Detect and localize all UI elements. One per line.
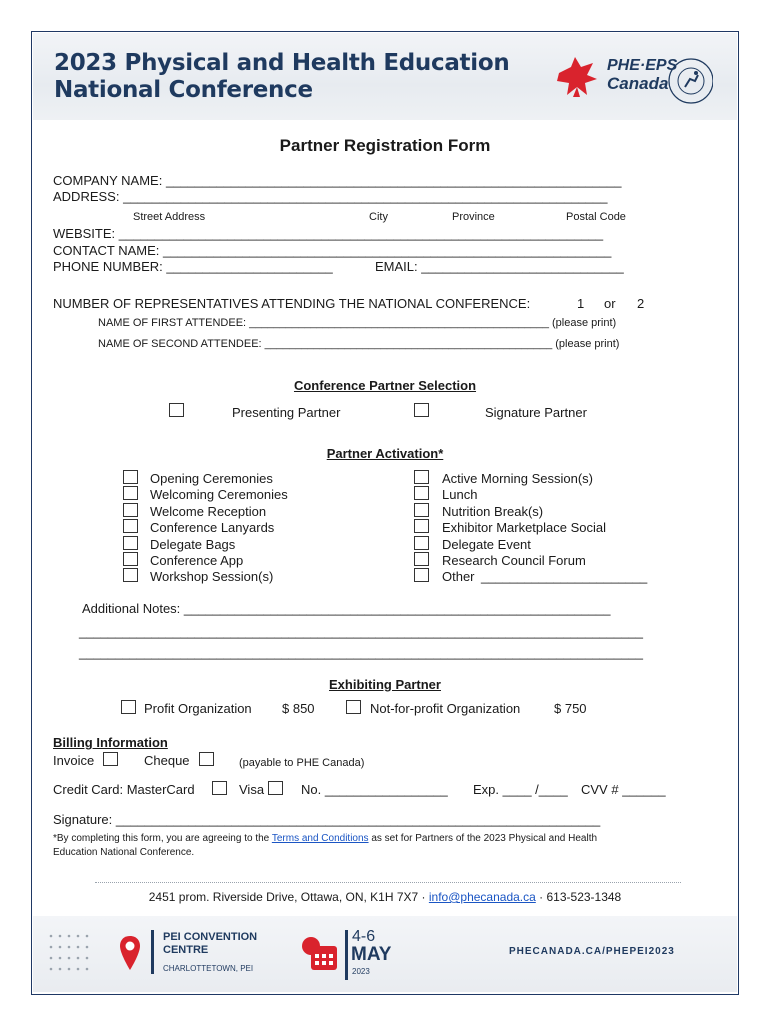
contact-name-label: CONTACT NAME:: [53, 243, 160, 258]
signature-label: Signature:: [53, 812, 113, 827]
cheque-checkbox[interactable]: [199, 752, 214, 766]
activation-left-label-2: Welcoming Ceremonies: [150, 487, 288, 503]
sep-2: ·: [539, 890, 544, 904]
conference-title: [54, 50, 509, 104]
additional-notes-label: Additional Notes:: [82, 601, 181, 616]
activation-right-checkbox-1[interactable]: [414, 470, 429, 484]
activation-right-label-7: Other: [442, 569, 475, 585]
logo-line-2: Canada: [607, 74, 669, 93]
activation-right-label-5: Delegate Event: [442, 536, 531, 552]
reps-option-1[interactable]: 1: [577, 296, 585, 311]
website-label: WEBSITE:: [53, 226, 116, 241]
presenting-partner-label: Presenting Partner: [232, 405, 341, 420]
venue-line-1: PEI CONVENTION: [163, 931, 258, 943]
activation-right-label-6: Research Council Forum: [442, 553, 586, 568]
dot-grid-icon: [47, 930, 97, 980]
payable-note: (payable to PHE Canada): [239, 757, 365, 769]
street-caption: Street Address: [133, 211, 206, 223]
company-name-row[interactable]: COMPANY NAME: _______________________________________________________________: [53, 173, 622, 188]
contact-phone: 613-523-1348: [546, 890, 622, 904]
location-pin-icon: [118, 934, 142, 974]
activation-right-checkbox-4[interactable]: [414, 519, 429, 533]
activation-right-checkbox-5[interactable]: [414, 536, 429, 550]
partner-activation-heading: Partner Activation*: [326, 446, 444, 461]
reps-or: or: [604, 296, 616, 311]
notes-line-3[interactable]: ______________________________________________________________________________: [79, 645, 643, 660]
presenting-partner-checkbox[interactable]: [169, 403, 184, 417]
first-attendee-row[interactable]: NAME OF FIRST ATTENDEE: _________________________________________________ (please print): [98, 317, 617, 329]
cvv-row[interactable]: CVV # ______: [581, 782, 666, 797]
nonprofit-org-label: Not-for-profit Organization: [370, 701, 521, 716]
address-row[interactable]: ADDRESS: ___________________________________________________________________: [53, 189, 608, 204]
terms-suffix: as set for Partners of the 2023 Physical and Health: [371, 833, 598, 844]
venue-divider: [151, 930, 154, 974]
date-month: MAY: [351, 944, 392, 965]
title-line-2: National Conference: [54, 77, 313, 103]
please-print-2: (please print): [555, 338, 620, 350]
signature-partner-label: Signature Partner: [485, 405, 587, 420]
contact-address: 2451 prom. Riverside Drive, Ottawa, ON, K1H 7X7: [148, 890, 419, 904]
mastercard-checkbox[interactable]: [212, 781, 227, 795]
activation-left-checkbox-6[interactable]: [123, 552, 138, 566]
terms-line-2: Education National Conference.: [53, 847, 195, 858]
date-divider: [345, 930, 348, 980]
phone-label: PHONE NUMBER:: [53, 259, 163, 274]
partner-selection-heading: Conference Partner Selection: [293, 378, 477, 393]
activation-right-label-2: Lunch: [442, 487, 478, 503]
contact-line: [0, 889, 770, 905]
terms-link[interactable]: Terms and Conditions: [271, 833, 369, 844]
activation-left-label-7: Workshop Session(s): [150, 569, 274, 585]
activation-right-label-3: Nutrition Break(s): [442, 503, 544, 519]
signature-row[interactable]: Signature: ___________________________________________________________________: [53, 812, 601, 827]
phone-row[interactable]: PHONE NUMBER: _______________________: [53, 259, 333, 274]
terms-prefix: *By completing this form, you are agreeing to the: [53, 833, 270, 844]
activation-left-label-6: Conference App: [150, 553, 244, 568]
city-caption: City: [369, 211, 388, 223]
date-range: 4-6: [352, 928, 376, 945]
email-label: EMAIL:: [375, 259, 418, 274]
activation-right-label-4: Exhibitor Marketplace Social: [442, 520, 607, 536]
phe-canada-logo: [553, 51, 713, 109]
activation-left-checkbox-5[interactable]: [123, 536, 138, 550]
second-attendee-label: NAME OF SECOND ATTENDEE:: [98, 338, 262, 350]
expiry-label: Exp.: [473, 782, 500, 797]
notes-line-2[interactable]: ______________________________________________________________________________: [79, 624, 643, 639]
postal-caption: Postal Code: [566, 211, 626, 223]
website-row[interactable]: WEBSITE: ___________________________________________________________________: [53, 226, 604, 241]
please-print-1: (please print): [552, 317, 617, 329]
visa-checkbox[interactable]: [268, 781, 283, 795]
nonprofit-org-checkbox[interactable]: [346, 700, 361, 714]
cheque-label: Cheque: [144, 753, 190, 768]
activation-right-checkbox-7[interactable]: [414, 568, 429, 582]
venue-city: CHARLOTTETOWN, PEI: [163, 964, 254, 973]
other-blank[interactable]: _______________________: [481, 569, 648, 584]
credit-card-label: Credit Card: MasterCard: [53, 782, 195, 797]
activation-left-label-3: Welcome Reception: [150, 503, 267, 519]
date-year: 2023: [352, 967, 370, 976]
province-caption: Province: [452, 211, 495, 223]
divider: [95, 882, 681, 883]
cvv-label: CVV #: [581, 782, 619, 797]
profit-org-price: $ 850: [282, 701, 315, 716]
card-number-row[interactable]: No. _________________: [301, 782, 448, 797]
expiry-row[interactable]: Exp. ____ /____: [473, 782, 568, 797]
footer-url: PHECANADA.CA/PHEPEI2023: [509, 946, 675, 957]
logo-line-1: PHE·EPS: [607, 57, 678, 74]
activation-left-checkbox-3[interactable]: [123, 503, 138, 517]
venue-line-2: CENTRE: [163, 944, 209, 956]
address-label: ADDRESS:: [53, 189, 120, 204]
activation-right-checkbox-2[interactable]: [414, 486, 429, 500]
contact-email-link[interactable]: info@phecanada.ca: [428, 890, 536, 904]
company-name-label: COMPANY NAME:: [53, 173, 163, 188]
activation-right-checkbox-6[interactable]: [414, 552, 429, 566]
email-row[interactable]: EMAIL: ____________________________: [375, 259, 624, 274]
visa-label: Visa: [239, 782, 265, 797]
activation-left-checkbox-7[interactable]: [123, 568, 138, 582]
billing-heading: Billing Information: [53, 735, 168, 750]
activation-left-label-1: Opening Ceremonies: [150, 471, 273, 486]
additional-notes-row[interactable]: Additional Notes: ___________________________________________________________: [82, 601, 611, 616]
representatives-label: NUMBER OF REPRESENTATIVES ATTENDING THE NATIONAL CONFERENCE:: [53, 296, 531, 311]
card-number-label: No.: [301, 782, 322, 797]
profit-org-checkbox[interactable]: [121, 700, 136, 714]
footer-banner: [33, 916, 737, 992]
nonprofit-org-price: $ 750: [554, 701, 587, 716]
activation-left-checkbox-4[interactable]: [123, 519, 138, 533]
invoice-checkbox[interactable]: [103, 752, 118, 766]
reps-option-2[interactable]: 2: [637, 296, 645, 311]
activation-left-label-4: Conference Lanyards: [150, 520, 275, 536]
calendar-icon: [297, 932, 341, 976]
title-line-1: 2023 Physical and Health Education: [54, 50, 510, 76]
sep-1: ·: [421, 890, 426, 904]
first-attendee-label: NAME OF FIRST ATTENDEE:: [98, 317, 247, 329]
activation-left-checkbox-1[interactable]: [123, 470, 138, 484]
logo-wordmark: [607, 57, 677, 93]
terms-line-1: [53, 832, 597, 846]
activation-right-label-1: Active Morning Session(s): [442, 471, 593, 486]
profit-org-label: Profit Organization: [144, 701, 252, 716]
activation-left-label-5: Delegate Bags: [150, 536, 236, 552]
signature-partner-checkbox[interactable]: [414, 403, 429, 417]
activation-left-checkbox-2[interactable]: [123, 486, 138, 500]
contact-name-row[interactable]: CONTACT NAME: ______________________________________________________________: [53, 243, 612, 258]
exhibiting-partner-heading: Exhibiting Partner: [329, 677, 441, 692]
activation-right-checkbox-3[interactable]: [414, 503, 429, 517]
second-attendee-row[interactable]: NAME OF SECOND ATTENDEE: _______________________________________________ (please print): [98, 338, 620, 350]
invoice-label: Invoice: [53, 753, 95, 768]
header-banner: [33, 33, 737, 120]
form-title: Partner Registration Form: [279, 136, 491, 155]
